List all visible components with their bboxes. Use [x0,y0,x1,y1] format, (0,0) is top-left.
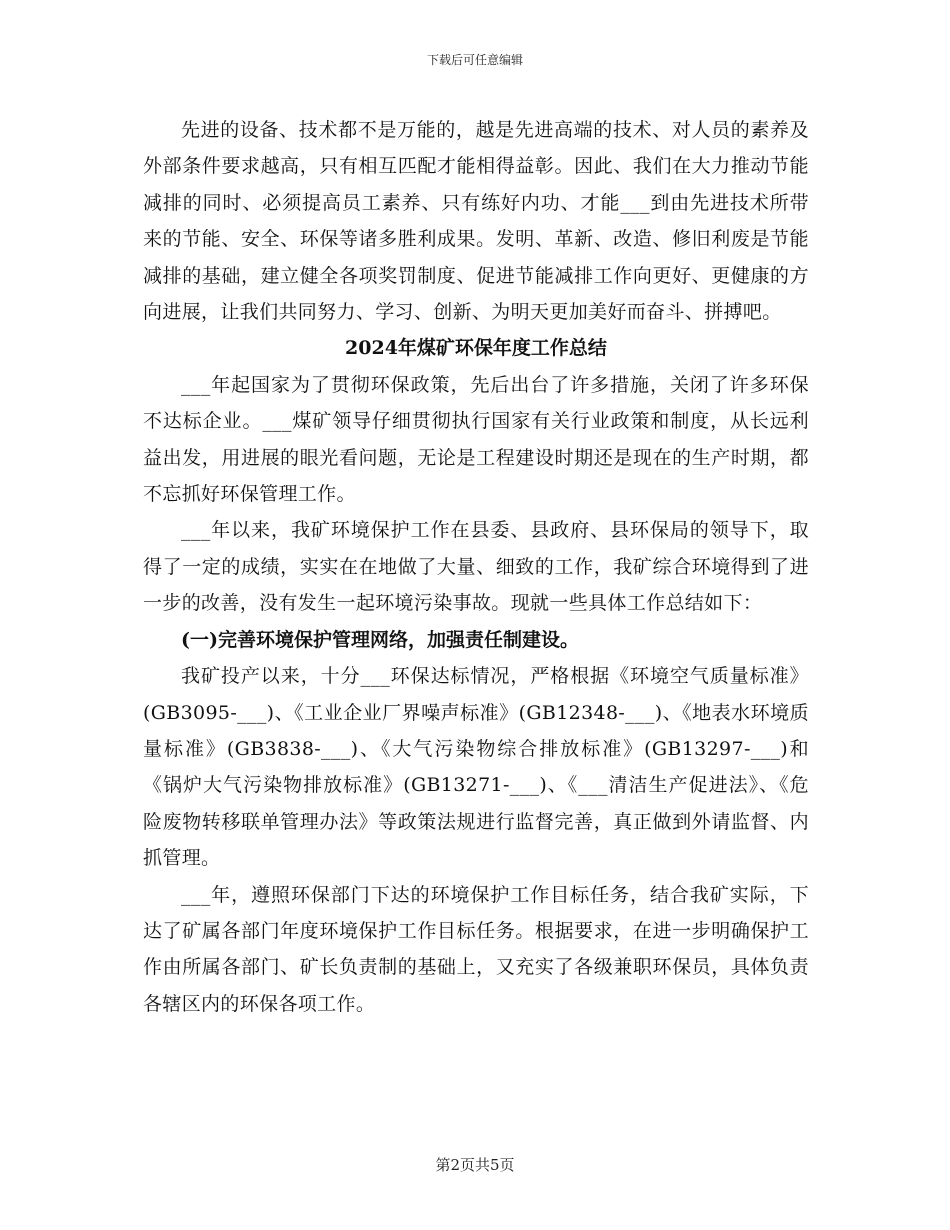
paragraph-overview: ___年以来，我矿环境保护工作在县委、县政府、县环保局的领导下，取得了一定的成绩，实实在在地做了大量、细致的工作，我矿综合环境得到了进一步的改善，没有发生一起环境污染事故。现就一些具体工作总结如下： [143,519,809,615]
paragraph-targets: ___年，遵照环保部门下达的环境保护工作目标任务，结合我矿实际，下达了矿属各部门年度环境保护工作目标任务。根据要求，在进一步明确保护工作由所属各部门、矿长负责制的基础上，又充实了各级兼职环保员，具体负责各辖区内的环保各项工作。 [143,883,809,1015]
paragraph-intro: ___年起国家为了贯彻环保政策，先后出台了许多措施，关闭了许多环保不达标企业。___煤矿领导仔细贯彻执行国家有关行业政策和制度，从长远利益出发，用进展的眼光看问题，无论是工程建设时期还是现在的生产时期，都不忘抓好环保管理工作。 [143,373,809,506]
document-title: 2024年煤矿环保年度工作总结 [345,337,607,360]
page-header-note: 下载后可任意编辑 [426,53,523,67]
page-number: 第2页共5页 [435,1156,515,1174]
paragraph-closing: 先进的设备、技术都不是万能的，越是先进高端的技术、对人员的素养及外部条件要求越高，只有相互匹配才能相得益彰。因此、我们在大力推动节能减排的同时、必须提高员工素养、只有练好内功、才能___到由先进技术所带来的节能、安全、环保等诸多胜利成果。发明、革新、改造、修旧利废是节能减排的基础，建立健全各项奖罚制度、促进节能减排工作向更好、更健康的方向进展，让我们共同努力、学习、创新、为明天更加美好而奋斗、拼搏吧。 [143,119,809,324]
document-body [143,112,809,1022]
section-heading: (一)完善环境保护管理网络，加强责任制建设。 [181,628,579,651]
paragraph-standards: 我矿投产以来，十分___环保达标情况，严格根据《环境空气质量标准》(GB3095-___)、《工业企业厂界噪声标准》(GB12348-___)、《地表水环境质量标准》(GB3838-___)、《大气污染物综合排放标准》(GB13297-___)和《锅炉大气污染物排放标准》(GB13271-___)、《___清洁生产促进法》、《危险废物转移联单管理办法》等政策法规进行监督完善，真正做到外请监督、内抓管理。 [143,665,809,870]
